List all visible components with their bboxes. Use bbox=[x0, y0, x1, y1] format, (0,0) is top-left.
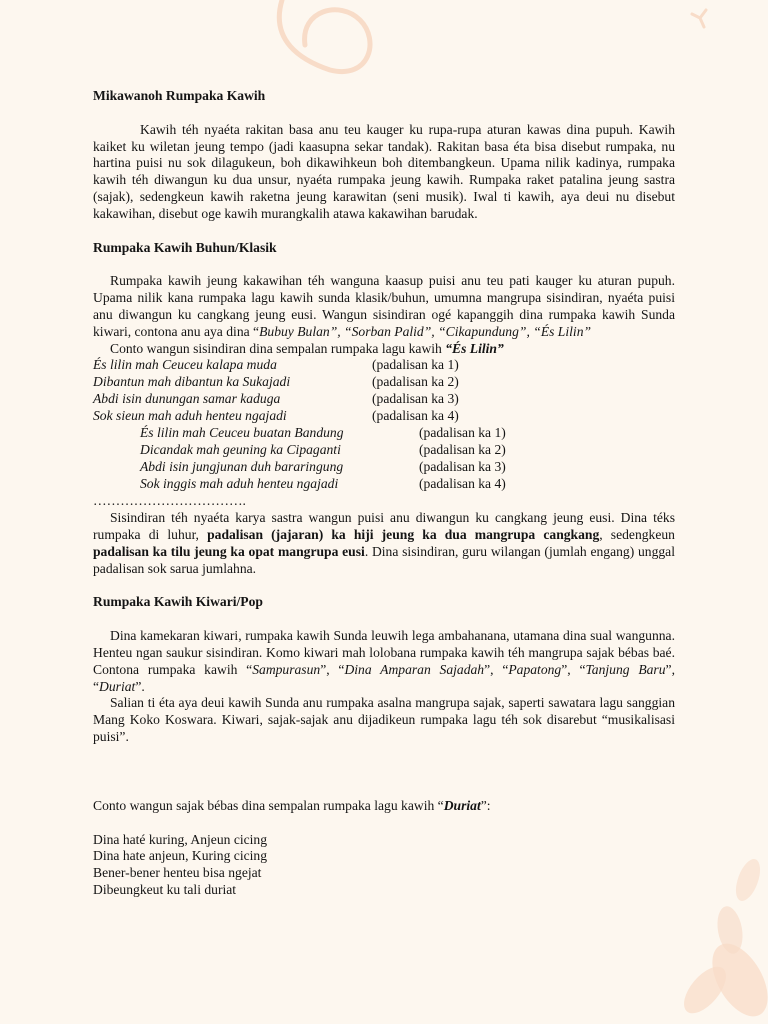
verse-2 bbox=[93, 425, 675, 493]
verse-line: Dibantun mah dibantun ka Sukajadi (padalisan ka 2) bbox=[93, 374, 459, 390]
verse-line: Abdi isin jungjunan duh bararingung (padalisan ka 3) bbox=[140, 459, 506, 475]
example-intro: Conto wangun sisindiran dina sempalan rumpaka lagu kawih “És Lilin” bbox=[110, 340, 504, 356]
poem-line: Dina haté kuring, Anjeun cicing bbox=[93, 831, 268, 847]
verse-line: Sok inggis mah aduh henteu ngajadi (padalisan ka 4) bbox=[140, 476, 506, 492]
document-title: Mikawanoh Rumpaka Kawih bbox=[93, 88, 266, 103]
poem-line: Dina hate anjeun, Kuring cicing bbox=[93, 848, 268, 864]
musikalisasi-paragraph: Salian ti éta aya deui kawih Sunda anu rumpaka asalna mangrupa sajak, saperti sawatara lagu sanggian Mang Koko Koswara. Kiwari, sajak-sajak anu dijadikeun rumpaka lagu téh sok disarebut “musikalisasi puisi”. bbox=[93, 695, 675, 744]
section-heading-kiwari: Rumpaka Kawih Kiwari/Pop bbox=[93, 594, 263, 610]
poem bbox=[93, 832, 675, 899]
verse-line: És lilin mah Ceuceu buatan Bandung (padalisan ka 1) bbox=[140, 425, 506, 441]
ellipsis-dots: ……………………………. bbox=[93, 493, 246, 509]
kiwari-paragraph: Dina kamekaran kiwari, rumpaka kawih Sunda leuwih lega ambahanana, utamana dina sual wangunna. Henteu ngan saukur sisindiran. Komo kiwari mah lolobana rumpaka kawih téh mangrupa sajak bébas baé. Contona rumpaka kawih “Sampurasun”, “Dina Amparan Sajadah”, “Papatong”, “Tanjung Baru”, “Duriat”. bbox=[93, 628, 675, 694]
example2-intro: Conto wangun sajak bébas dina sempalan rumpaka lagu kawih “Duriat”: bbox=[93, 797, 491, 813]
verse-line: És lilin mah Ceuceu kalapa muda (padalisan ka 1) bbox=[93, 357, 459, 373]
verse-line: Dicandak mah geuning ka Cipaganti (padalisan ka 2) bbox=[140, 442, 506, 458]
buhun-paragraph: Rumpaka kawih jeung kakawihan téh wanguna kaasup puisi anu teu pati kauger ku aturan pupuh. Upama nilik kana rumpaka lagu kawih sunda klasik/buhun, umumna mangrupa sisindiran, nyaéta puisi anu diwangun ku cangkang jeung eusi. Wangun sisindiran ogé kapanggih dina rumpaka kawih Sunda kiwari, contona anu aya dina “Bubuy Bulan”, “Sorban Palid”, “Cikapundung”, “És Lilin” bbox=[93, 273, 675, 339]
verse-1 bbox=[93, 357, 675, 425]
poem-line: Dibeungkeut ku tali duriat bbox=[93, 881, 237, 897]
sisindiran-paragraph: Sisindiran téh nyaéta karya sastra wangun puisi anu diwangun ku cangkang jeung eusi. Dina téks rumpaka di luhur, padalisan (jajaran) ka hiji jeung ka dua mangrupa cangkang, sedengkeun padalisan ka tilu jeung ka opat mangrupa eusi. Dina sisindiran, guru wilangan (jumlah engang) unggal padalisan sok sarua jumlahna. bbox=[93, 510, 675, 576]
verse-line: Sok sieun mah aduh henteu ngajadi (padalisan ka 4) bbox=[93, 408, 459, 424]
poem-line: Bener-bener henteu bisa ngejat bbox=[93, 865, 262, 881]
verse-line: Abdi isin dunungan samar kaduga (padalisan ka 3) bbox=[93, 391, 459, 407]
section-heading-buhun: Rumpaka Kawih Buhun/Klasik bbox=[93, 239, 277, 255]
document-page bbox=[93, 88, 675, 899]
intro-paragraph: Kawih téh nyaéta rakitan basa anu teu kauger ku rupa-rupa aturan kawas dina pupuh. Kawih kaiket ku wiletan jeung tempo (jadi kaasupna sekar tandak). Rakitan basa éta bisa disebut rumpaka, nu hartina puisi nu sok dilagukeun, boh dikawihkeun boh ditembangkeun. Upama nilik kadinya, rumpaka kawih téh diwangun ku dua unsur, nyaéta rumpaka jeung kawih. Rumpaka raket patalina jeung sastra (sajak), sedengkeun kawih raketna jeung karawitan (seni musik). Iwal ti kawih, aya deui nu disebut kakawihan, disebut oge kawih murangkalih atawa kakawihan barudak. bbox=[93, 121, 675, 221]
